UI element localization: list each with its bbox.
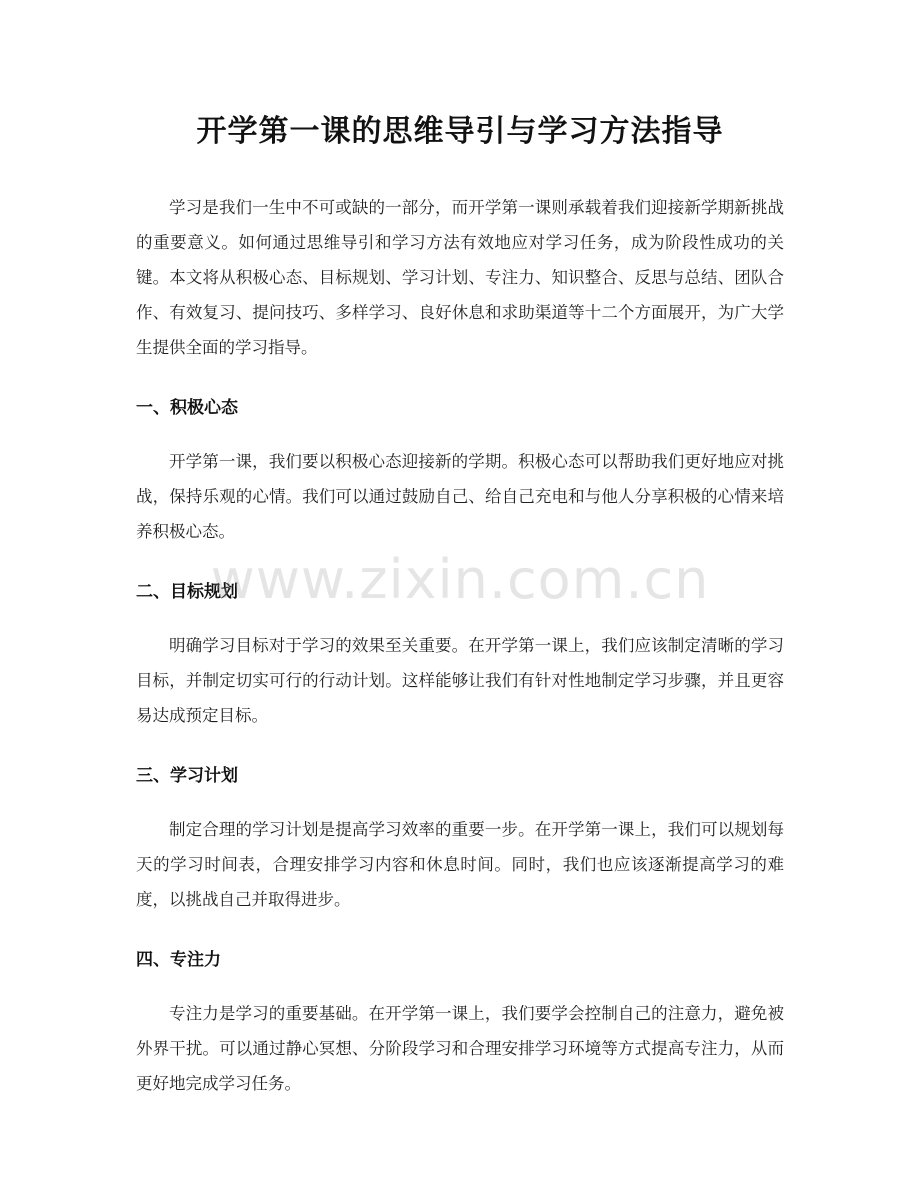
section-heading-3: 三、学习计划 xyxy=(136,766,238,786)
document-title: 开学第一课的思维导引与学习方法指导 xyxy=(196,114,724,149)
section-heading-2: 二、目标规划 xyxy=(136,582,238,602)
section-heading-4: 四、专注力 xyxy=(136,950,221,970)
watermark: www.zixin.com.cn xyxy=(210,548,710,611)
section-body-4: 专注力是学习的重要基础。在开学第一课上，我们要学会控制自己的注意力，避免被外界干扰。可以通过静心冥想、分阶段学习和合理安排学习环境等方式提高专注力，从而更好地完成学习任务。 xyxy=(136,1004,784,1093)
section-body-1: 开学第一课，我们要以积极心态迎接新的学期。积极心态可以帮助我们更好地应对挑战，保持乐观的心情。我们可以通过鼓励自己、给自己充电和与他人分享积极的心情来培养积极心态。 xyxy=(136,452,784,541)
section-body-3: 制定合理的学习计划是提高学习效率的重要一步。在开学第一课上，我们可以规划每天的学习时间表，合理安排学习内容和休息时间。同时，我们也应该逐渐提高学习的难度，以挑战自己并取得进步。 xyxy=(136,820,784,909)
section-body-2: 明确学习目标对于学习的效果至关重要。在开学第一课上，我们应该制定清晰的学习目标，并制定切实可行的行动计划。这样能够让我们有针对性地制定学习步骤，并且更容易达成预定目标。 xyxy=(136,636,784,725)
intro-paragraph: 学习是我们一生中不可或缺的一部分，而开学第一课则承载着我们迎接新学期新挑战的重要意义。如何通过思维导引和学习方法有效地应对学习任务，成为阶段性成功的关键。本文将从积极心态、目标规划、学习计划、专注力、知识整合、反思与总结、团队合作、有效复习、提问技巧、多样学习、良好休息和求助渠道等十二个方面展开，为广大学生提供全面的学习指导。 xyxy=(136,198,784,357)
section-heading-1: 一、积极心态 xyxy=(136,398,238,418)
